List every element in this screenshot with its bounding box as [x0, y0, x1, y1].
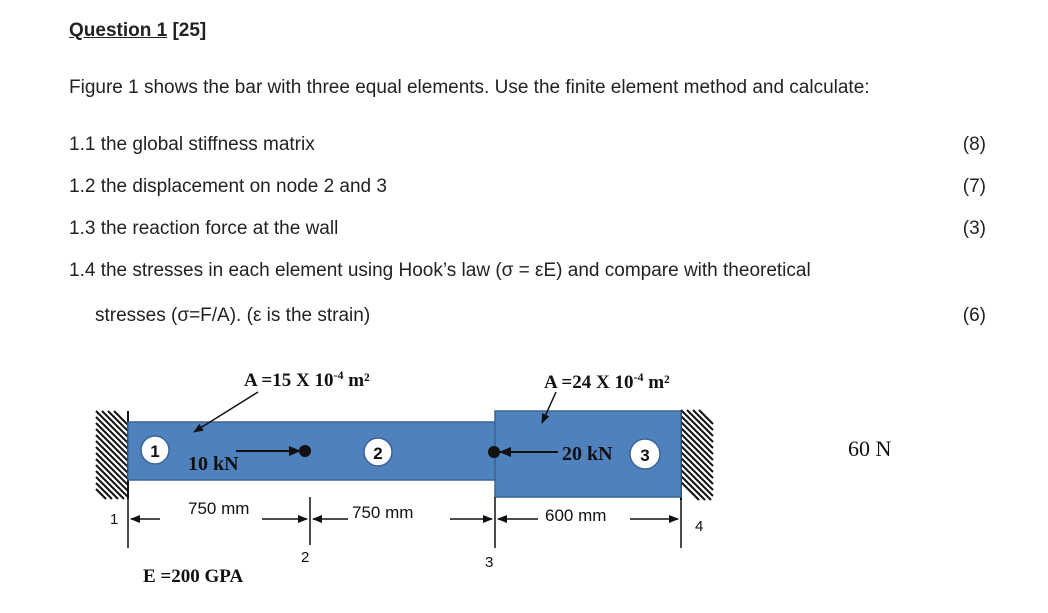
element-number-2 [364, 438, 392, 466]
svg-text:3: 3 [640, 446, 650, 465]
question-intro: Figure 1 shows the bar with three equal elements. Use the finite element method and calculate: [69, 77, 870, 98]
question-number: Question 1 [69, 20, 168, 41]
node-number-1: 1 [110, 511, 119, 528]
dimension-label-3: 600 mm [545, 506, 607, 525]
subquestion-1-4-marks: (6) [962, 305, 986, 326]
node-number-3: 3 [485, 554, 494, 571]
node-number-2: 2 [301, 549, 310, 566]
element-bar-small-section [128, 422, 495, 480]
subquestion-1-3-marks: (3) [962, 218, 986, 239]
subquestion-1-3: 1.3 the reaction force at the wall [69, 218, 339, 239]
left-wall-support [96, 411, 128, 499]
subquestion-1-2-marks: (7) [962, 176, 986, 197]
area-right-label: A =24 X $10^{-4}$ m² [544, 370, 670, 393]
subquestion-1-4: 1.4 the stresses in each element using Hook’s law (σ = εE) and compare with theoretical [69, 260, 811, 281]
svg-text:1: 1 [150, 442, 160, 461]
dimension-label-2: 750 mm [352, 503, 414, 522]
dimension-label-1: 750 mm [188, 499, 250, 518]
right-wall-support [681, 410, 713, 500]
element-number-3 [630, 439, 660, 469]
subquestion-1-1: 1.1 the global stiffness matrix [69, 134, 315, 155]
svg-text:2: 2 [373, 444, 383, 463]
modulus-label: E =200 GPA [143, 566, 244, 587]
svg-text:10 kN: 10 kN [188, 453, 239, 475]
svg-text:20 kN: 20 kN [562, 443, 613, 465]
subquestion-1-4-continued: stresses (σ=F/A). (ε is the strain) [95, 305, 371, 326]
node-number-4: 4 [695, 518, 704, 535]
subquestion-1-1-marks: (8) [962, 134, 986, 155]
question-total-marks: [25] [172, 20, 207, 41]
subquestion-1-2: 1.2 the displacement on node 2 and 3 [69, 176, 387, 197]
force-60n-label: 60 N [848, 436, 892, 461]
area-left-label: A =15 X $10^{-4}$ m² [244, 368, 370, 391]
element-number-1 [141, 436, 169, 464]
